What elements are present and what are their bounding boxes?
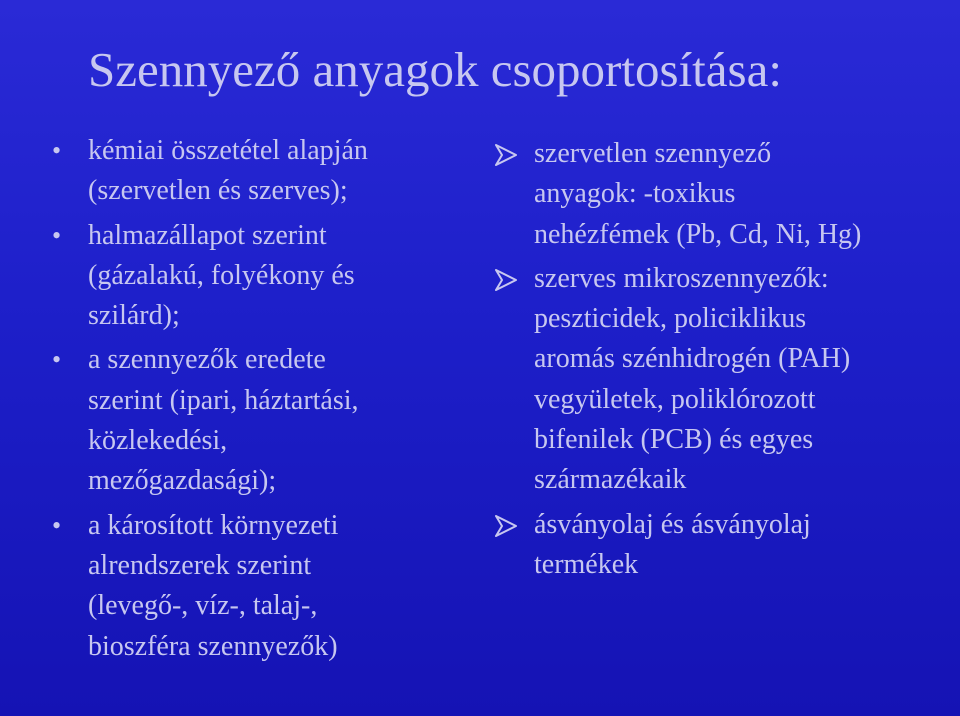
list-item-text: szerves mikroszennyezők: peszticidek, policiklikus aromás szénhidrogén (PAH) vegyületek, poliklórozott bifenilek (PCB) és egyes származékaik	[534, 262, 851, 496]
left-bullet-list	[52, 131, 452, 671]
arrowhead-icon	[494, 268, 518, 292]
arrowhead-icon	[494, 143, 518, 167]
bullet-dot-icon: •	[52, 510, 62, 540]
list-item-text: a károsított környezeti alrendszerek szerint (levegő-, víz-, talaj-, bioszféra szennyezők)	[88, 509, 339, 662]
list-item	[494, 134, 944, 255]
arrowhead-icon	[494, 514, 518, 538]
list-item-text: szervetlen szennyező anyagok: -toxikus nehézfémek (Pb, Cd, Ni, Hg)	[534, 138, 862, 250]
list-item-text: ásványolaj és ásványolaj termékek	[534, 508, 811, 580]
list-item	[52, 506, 452, 667]
list-item	[494, 259, 944, 501]
list-item-text: halmazállapot szerint (gázalakú, folyékony és szilárd);	[88, 219, 355, 332]
list-item	[52, 131, 452, 212]
bullet-dot-icon: •	[52, 220, 62, 250]
slide-title: Szennyező anyagok csoportosítása:	[88, 42, 782, 97]
bullet-dot-icon: •	[52, 136, 62, 165]
list-item-text: kémiai összetétel alapján (szervetlen és szerves);	[88, 135, 368, 207]
list-item	[52, 216, 452, 337]
list-item	[494, 505, 944, 586]
list-item-text: a szennyezők eredete szerint (ipari, háztartási, közlekedési, mezőgazdasági);	[88, 344, 359, 497]
list-item	[52, 340, 452, 501]
right-arrow-list	[494, 134, 944, 589]
bullet-dot-icon: •	[52, 345, 62, 375]
